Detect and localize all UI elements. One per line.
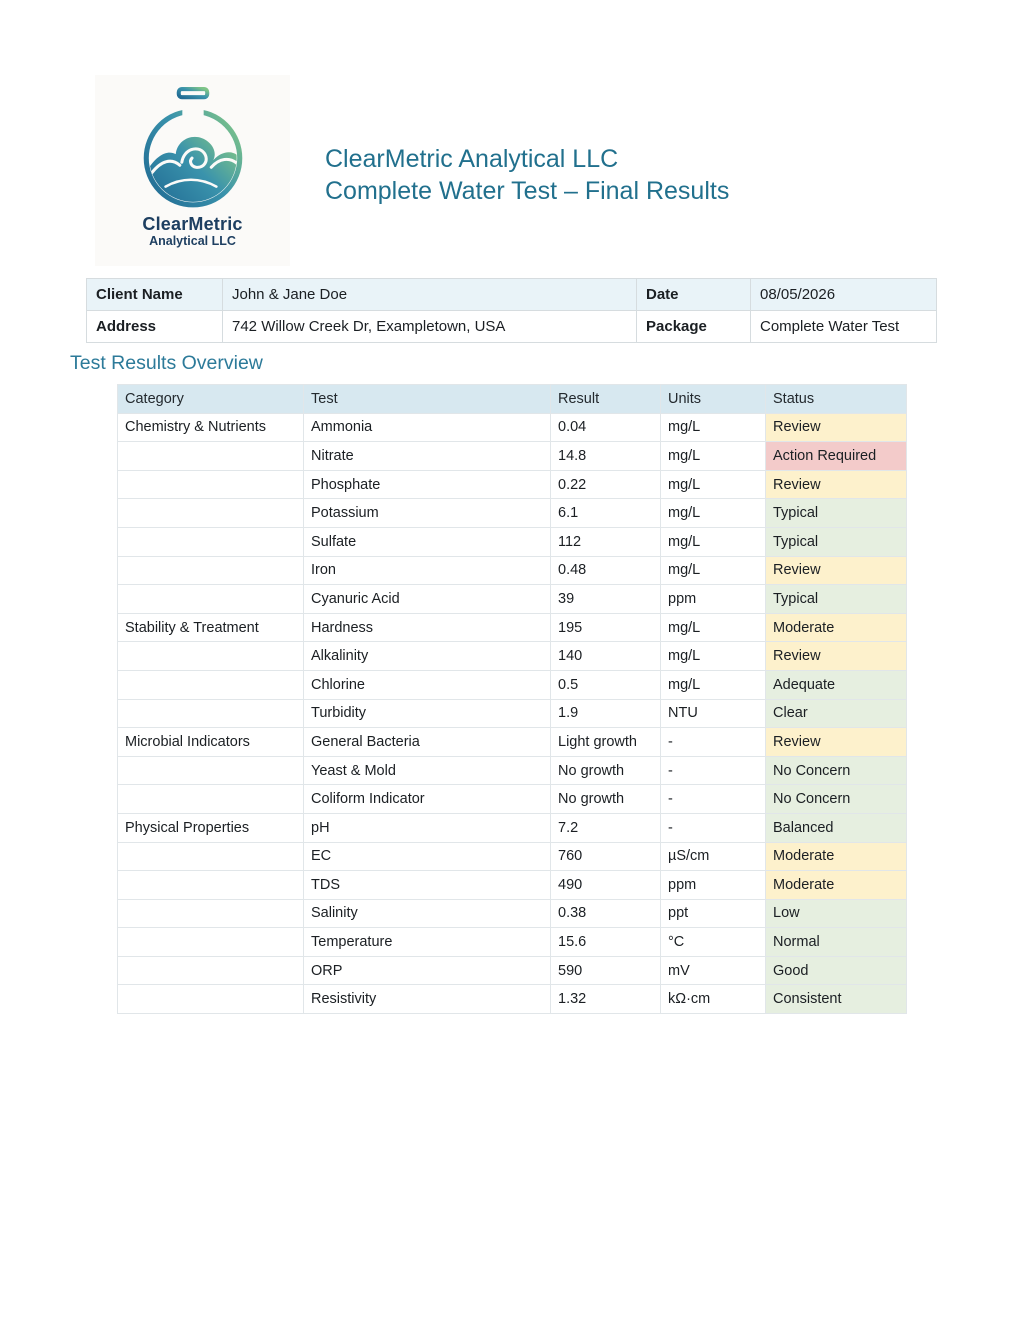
units-cell: - — [661, 756, 766, 785]
status-cell: Normal — [766, 928, 907, 957]
category-cell — [118, 442, 304, 471]
result-cell: 490 — [551, 871, 661, 900]
test-cell: Potassium — [304, 499, 551, 528]
status-cell: Balanced — [766, 813, 907, 842]
column-header-result: Result — [551, 385, 661, 414]
table-row — [118, 585, 907, 614]
test-cell: TDS — [304, 871, 551, 900]
test-cell: Resistivity — [304, 985, 551, 1014]
table-row — [118, 527, 907, 556]
address-value: 742 Willow Creek Dr, Exampletown, USA — [223, 311, 637, 343]
table-row — [118, 899, 907, 928]
test-cell: Ammonia — [304, 413, 551, 442]
test-cell: Sulfate — [304, 527, 551, 556]
units-cell: ppm — [661, 585, 766, 614]
address-label: Address — [87, 311, 223, 343]
status-cell: Typical — [766, 499, 907, 528]
status-cell: Review — [766, 470, 907, 499]
units-cell: - — [661, 728, 766, 757]
test-cell: Alkalinity — [304, 642, 551, 671]
result-cell: 1.32 — [551, 985, 661, 1014]
test-cell: Salinity — [304, 899, 551, 928]
category-cell — [118, 985, 304, 1014]
table-row — [118, 413, 907, 442]
status-cell: Review — [766, 556, 907, 585]
units-cell: °C — [661, 928, 766, 957]
results-header-row — [118, 385, 907, 414]
result-cell: 760 — [551, 842, 661, 871]
result-cell: 0.48 — [551, 556, 661, 585]
result-cell: No growth — [551, 756, 661, 785]
category-cell — [118, 470, 304, 499]
category-cell — [118, 585, 304, 614]
table-row — [118, 928, 907, 957]
category-cell — [118, 527, 304, 556]
column-header-category: Category — [118, 385, 304, 414]
date-value: 08/05/2026 — [751, 279, 937, 311]
table-row — [118, 842, 907, 871]
result-cell: 0.5 — [551, 670, 661, 699]
test-cell: Hardness — [304, 613, 551, 642]
result-cell: 590 — [551, 956, 661, 985]
category-cell — [118, 899, 304, 928]
category-cell — [118, 956, 304, 985]
table-row — [118, 642, 907, 671]
units-cell: ppt — [661, 899, 766, 928]
category-cell — [118, 871, 304, 900]
status-cell: Adequate — [766, 670, 907, 699]
flask-wave-icon — [137, 87, 249, 213]
result-cell: 195 — [551, 613, 661, 642]
test-cell: General Bacteria — [304, 728, 551, 757]
table-row — [118, 613, 907, 642]
result-cell: 0.38 — [551, 899, 661, 928]
category-cell — [118, 670, 304, 699]
client-name-value: John & Jane Doe — [223, 279, 637, 311]
test-cell: EC — [304, 842, 551, 871]
table-row — [118, 556, 907, 585]
report-title-line1: ClearMetric Analytical LLC — [325, 145, 619, 173]
result-cell: 0.22 — [551, 470, 661, 499]
units-cell: mg/L — [661, 556, 766, 585]
status-cell: No Concern — [766, 756, 907, 785]
client-info-row — [87, 279, 937, 311]
units-cell: mV — [661, 956, 766, 985]
result-cell: 15.6 — [551, 928, 661, 957]
test-cell: Turbidity — [304, 699, 551, 728]
logo-subtitle-text: Analytical LLC — [149, 234, 236, 248]
result-cell: 7.2 — [551, 813, 661, 842]
table-row — [118, 956, 907, 985]
section-title: Test Results Overview — [70, 352, 263, 374]
test-cell: ORP — [304, 956, 551, 985]
test-cell: Cyanuric Acid — [304, 585, 551, 614]
category-cell — [118, 756, 304, 785]
table-row — [118, 499, 907, 528]
results-table-body — [118, 413, 907, 1013]
result-cell: 112 — [551, 527, 661, 556]
column-header-status: Status — [766, 385, 907, 414]
test-cell: Coliform Indicator — [304, 785, 551, 814]
units-cell: µS/cm — [661, 842, 766, 871]
test-cell: Yeast & Mold — [304, 756, 551, 785]
result-cell: Light growth — [551, 728, 661, 757]
status-cell: Typical — [766, 585, 907, 614]
table-row — [118, 470, 907, 499]
category-cell — [118, 642, 304, 671]
category-cell: Microbial Indicators — [118, 728, 304, 757]
status-cell: Clear — [766, 699, 907, 728]
table-row — [118, 985, 907, 1014]
units-cell: mg/L — [661, 470, 766, 499]
units-cell: mg/L — [661, 527, 766, 556]
units-cell: NTU — [661, 699, 766, 728]
test-cell: Iron — [304, 556, 551, 585]
category-cell — [118, 928, 304, 957]
status-cell: Review — [766, 642, 907, 671]
column-header-test: Test — [304, 385, 551, 414]
test-cell: pH — [304, 813, 551, 842]
table-row — [118, 785, 907, 814]
status-cell: Moderate — [766, 871, 907, 900]
status-cell: Consistent — [766, 985, 907, 1014]
table-row — [118, 728, 907, 757]
units-cell: mg/L — [661, 442, 766, 471]
table-row — [118, 670, 907, 699]
status-cell: Moderate — [766, 613, 907, 642]
date-label: Date — [637, 279, 751, 311]
table-row — [118, 442, 907, 471]
result-cell: 0.04 — [551, 413, 661, 442]
status-cell: No Concern — [766, 785, 907, 814]
table-row — [118, 756, 907, 785]
units-cell: ppm — [661, 871, 766, 900]
column-header-units: Units — [661, 385, 766, 414]
test-cell: Chlorine — [304, 670, 551, 699]
units-cell: mg/L — [661, 413, 766, 442]
category-cell — [118, 499, 304, 528]
table-row — [118, 699, 907, 728]
category-cell: Physical Properties — [118, 813, 304, 842]
result-cell: 6.1 — [551, 499, 661, 528]
status-cell: Moderate — [766, 842, 907, 871]
status-cell: Action Required — [766, 442, 907, 471]
client-info-row — [87, 311, 937, 343]
results-table — [117, 384, 907, 1014]
category-cell: Stability & Treatment — [118, 613, 304, 642]
units-cell: mg/L — [661, 670, 766, 699]
units-cell: mg/L — [661, 642, 766, 671]
category-cell: Chemistry & Nutrients — [118, 413, 304, 442]
units-cell: - — [661, 785, 766, 814]
units-cell: mg/L — [661, 499, 766, 528]
test-cell: Temperature — [304, 928, 551, 957]
report-title-line2: Complete Water Test – Final Results — [325, 177, 730, 205]
category-cell — [118, 556, 304, 585]
units-cell: kΩ·cm — [661, 985, 766, 1014]
result-cell: No growth — [551, 785, 661, 814]
logo — [95, 75, 290, 266]
category-cell — [118, 842, 304, 871]
test-cell: Nitrate — [304, 442, 551, 471]
status-cell: Review — [766, 413, 907, 442]
category-cell — [118, 699, 304, 728]
table-row — [118, 813, 907, 842]
units-cell: - — [661, 813, 766, 842]
result-cell: 14.8 — [551, 442, 661, 471]
report-title — [325, 143, 729, 207]
client-info-table — [86, 278, 937, 343]
package-value: Complete Water Test — [751, 311, 937, 343]
client-name-label: Client Name — [87, 279, 223, 311]
status-cell: Good — [766, 956, 907, 985]
category-cell — [118, 785, 304, 814]
status-cell: Low — [766, 899, 907, 928]
logo-brand-text: ClearMetric — [142, 214, 243, 234]
status-cell: Typical — [766, 527, 907, 556]
table-row — [118, 871, 907, 900]
result-cell: 39 — [551, 585, 661, 614]
units-cell: mg/L — [661, 613, 766, 642]
test-cell: Phosphate — [304, 470, 551, 499]
status-cell: Review — [766, 728, 907, 757]
package-label: Package — [637, 311, 751, 343]
result-cell: 140 — [551, 642, 661, 671]
result-cell: 1.9 — [551, 699, 661, 728]
